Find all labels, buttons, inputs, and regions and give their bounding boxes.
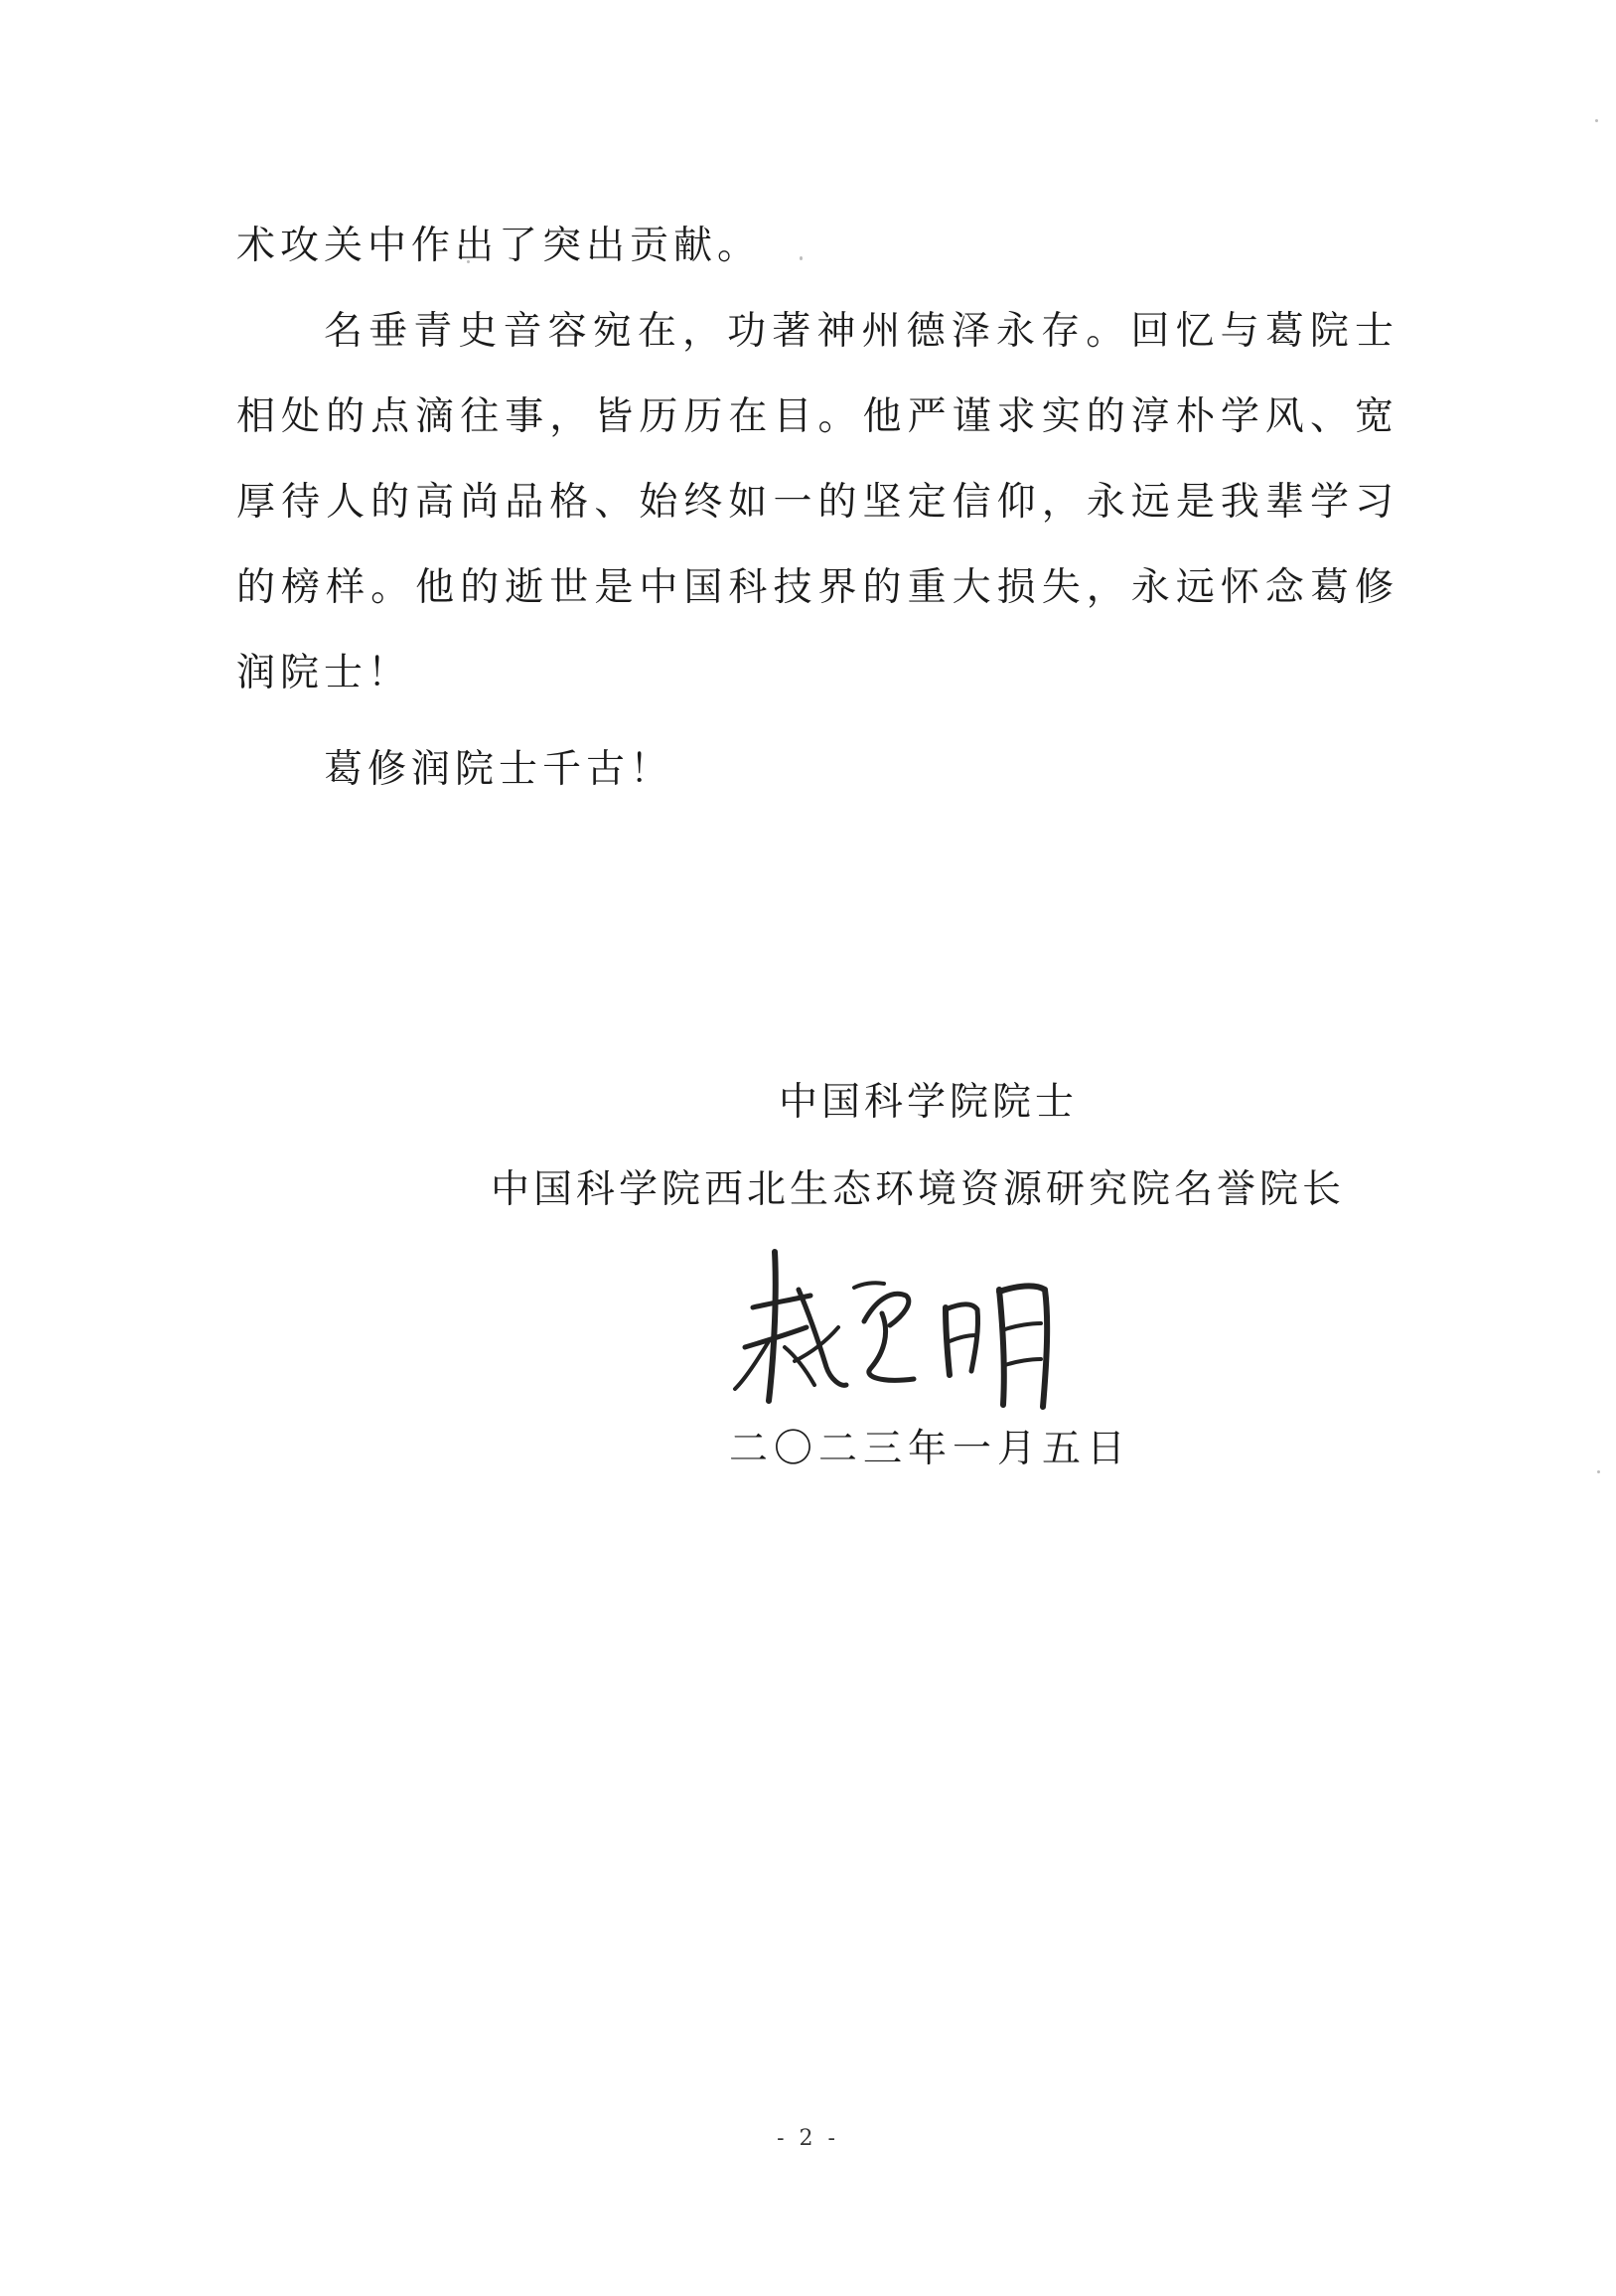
closing-line: 葛修润院士千古！ xyxy=(324,747,674,792)
letter-date: 二〇二三年一月五日 xyxy=(729,1427,1132,1471)
letter-body xyxy=(236,204,1398,716)
paragraph-continuation: 术攻关中作出了突出贡献。 xyxy=(236,224,762,268)
scan-speck xyxy=(1595,119,1598,122)
handwritten-signature xyxy=(715,1230,1073,1419)
signer-title-academician: 中国科学院院士 xyxy=(779,1080,1079,1125)
signer-title-institute: 中国科学院西北生态环境资源研究院名誉院长 xyxy=(491,1167,1346,1212)
paragraph-tribute: 名垂青史音容宛在，功著神州德泽永存。回忆与葛院士相处的点滴往事，皆历历在目。他严谨求实的淳朴学风、宽厚待人的高尚品格、始终如一的坚定信仰，永远是我辈学习的榜样。他的逝世是中国科技界的重大损失，永远怀念葛修润院士！ xyxy=(236,309,1398,695)
page-number: - 2 - xyxy=(777,2126,839,2151)
scan-speck xyxy=(1597,1470,1600,1473)
